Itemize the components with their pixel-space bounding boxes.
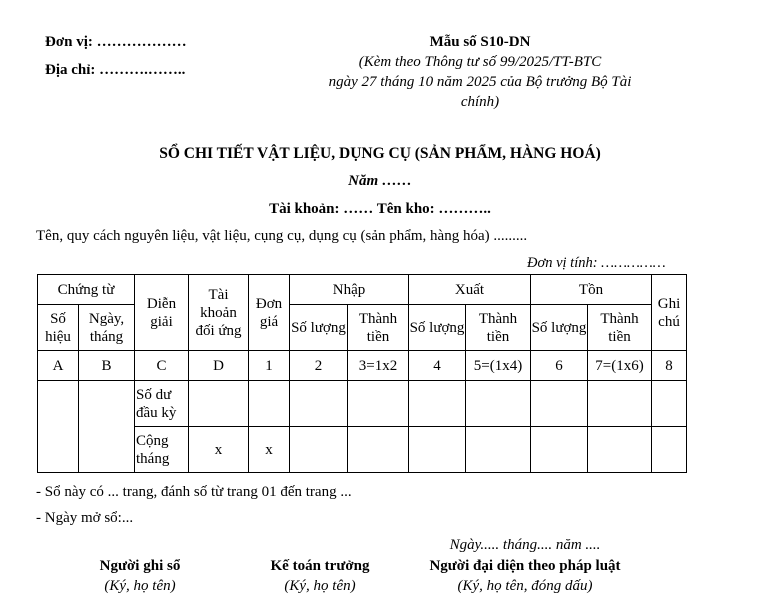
row-label-month-total: Cộng tháng xyxy=(135,427,189,473)
header-nhap-so-luong: Số lượng xyxy=(290,305,348,351)
header-xuat-so-luong: Số lượng xyxy=(409,305,466,351)
don-gia-cell: x xyxy=(249,427,290,473)
header-tai-khoan-doi-ung: Tài khoản đối ứng xyxy=(189,275,249,351)
ton-thanh-tien-cell[interactable] xyxy=(588,427,652,473)
document-title: SỔ CHI TIẾT VẬT LIỆU, DỤNG CỤ (SẢN PHẨM, HÀNG HOÁ) xyxy=(159,145,601,162)
pages-note: - Sổ này có ... trang, đánh số từ trang 01 đến trang ... xyxy=(36,484,352,500)
xuat-thanh-tien-cell[interactable] xyxy=(466,427,531,473)
ghi-chu-cell[interactable] xyxy=(652,381,687,427)
dia-chi-field: Địa chỉ: ……….…….. xyxy=(45,62,186,78)
code-cell: 8 xyxy=(652,351,687,381)
header-xuat: Xuất xyxy=(409,275,531,305)
signature-chief-accountant xyxy=(240,556,400,596)
form-code: Mẫu số S10-DN xyxy=(429,34,531,50)
header-ngay-thang: Ngày, tháng xyxy=(79,305,135,351)
don-vi-field: Đơn vị: ……………… xyxy=(45,34,187,50)
ton-so-luong-cell[interactable] xyxy=(531,381,588,427)
row-label-opening-balance: Số dư đầu kỳ xyxy=(135,381,189,427)
code-cell: A xyxy=(38,351,79,381)
header-chung-tu: Chứng từ xyxy=(38,275,135,305)
xuat-thanh-tien-cell[interactable] xyxy=(466,381,531,427)
nhap-thanh-tien-cell[interactable] xyxy=(348,381,409,427)
code-cell: D xyxy=(189,351,249,381)
header-xuat-thanh-tien: Thành tiền xyxy=(466,305,531,351)
item-spec-line: Tên, quy cách nguyên liệu, vật liệu, cụng cụ, dụng cụ (sản phẩm, hàng hóa) ......... xyxy=(36,228,528,244)
code-cell: 2 xyxy=(290,351,348,381)
header-ton-so-luong: Số lượng xyxy=(531,305,588,351)
so-hieu-cell[interactable] xyxy=(38,381,79,473)
header-so-hieu: Số hiệu xyxy=(38,305,79,351)
ton-thanh-tien-cell[interactable] xyxy=(588,381,652,427)
signature-title: Người đại diện theo pháp luật xyxy=(429,558,621,574)
signature-note: (Ký, họ tên) xyxy=(284,578,356,594)
header-ghi-chu: Ghi chú xyxy=(652,275,687,351)
nhap-so-luong-cell[interactable] xyxy=(290,381,348,427)
code-cell: 4 xyxy=(409,351,466,381)
code-cell: B xyxy=(79,351,135,381)
open-date-note: - Ngày mở sổ:... xyxy=(36,510,134,526)
header-don-gia: Đơn giá xyxy=(249,275,290,351)
header-dien-giai: Diễn giải xyxy=(135,275,189,351)
form-ref-line-3: chính) xyxy=(460,94,500,110)
form-reference xyxy=(280,32,680,112)
table-row-opening-balance xyxy=(38,381,687,427)
header-row-1 xyxy=(38,275,687,305)
xuat-so-luong-cell[interactable] xyxy=(409,427,466,473)
unit-line: Đơn vị tính: …………… xyxy=(527,255,666,271)
table-row-month-total xyxy=(38,427,687,473)
header-nhap: Nhập xyxy=(290,275,409,305)
signature-title: Người ghi sổ xyxy=(99,558,181,574)
tk-doi-ung-cell[interactable] xyxy=(189,381,249,427)
code-cell: 5=(1x4) xyxy=(466,351,531,381)
header-nhap-thanh-tien: Thành tiền xyxy=(348,305,409,351)
ledger-table xyxy=(37,274,687,473)
signature-note: (Ký, họ tên) xyxy=(104,578,176,594)
code-cell: C xyxy=(135,351,189,381)
form-ref-line-2: ngày 27 tháng 10 năm 2025 của Bộ trưởng Bộ Tài xyxy=(328,74,632,90)
ghi-chu-cell[interactable] xyxy=(652,427,687,473)
signature-title: Kế toán trưởng xyxy=(270,558,370,574)
nhap-thanh-tien-cell[interactable] xyxy=(348,427,409,473)
code-cell: 7=(1x6) xyxy=(588,351,652,381)
code-cell: 3=1x2 xyxy=(348,351,409,381)
code-cell: 1 xyxy=(249,351,290,381)
tk-doi-ung-cell: x xyxy=(189,427,249,473)
nhap-so-luong-cell[interactable] xyxy=(290,427,348,473)
signature-note: (Ký, họ tên, đóng dấu) xyxy=(457,578,593,594)
header-ton: Tồn xyxy=(531,275,652,305)
form-ref-line-1: (Kèm theo Thông tư số 99/2025/TT-BTC xyxy=(358,54,602,70)
code-row xyxy=(38,351,687,381)
signature-recorder xyxy=(60,556,220,596)
signature-date-line: Ngày..... tháng.... năm .... xyxy=(449,537,601,553)
ton-so-luong-cell[interactable] xyxy=(531,427,588,473)
code-cell: 6 xyxy=(531,351,588,381)
account-line: Tài khoản: …… Tên kho: ……….. xyxy=(269,201,491,217)
xuat-so-luong-cell[interactable] xyxy=(409,381,466,427)
ngay-thang-cell[interactable] xyxy=(79,381,135,473)
year-line: Năm …… xyxy=(348,173,412,189)
header-ton-thanh-tien: Thành tiền xyxy=(588,305,652,351)
don-gia-cell[interactable] xyxy=(249,381,290,427)
signature-legal-representative xyxy=(400,556,650,596)
